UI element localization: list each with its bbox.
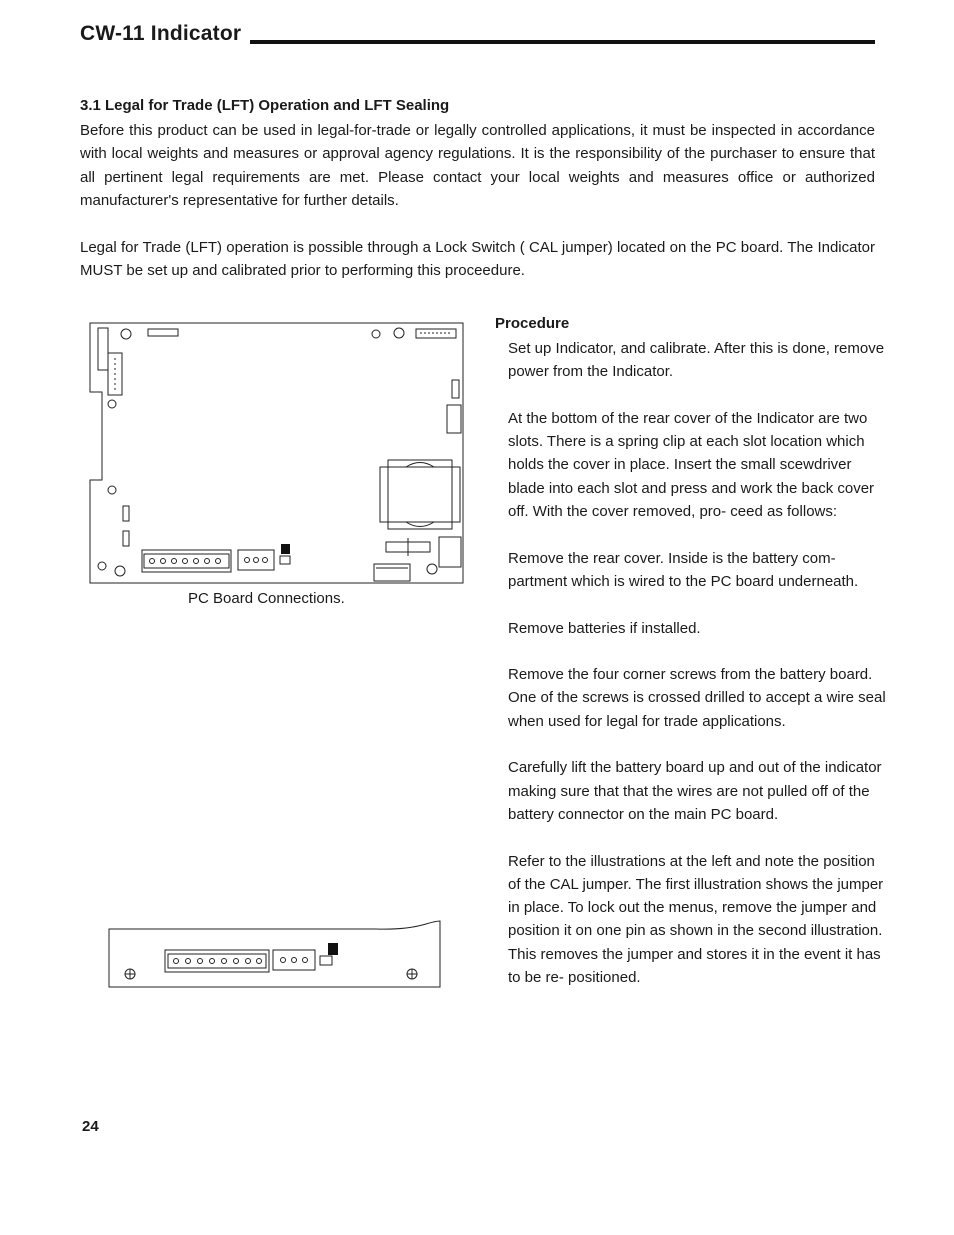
procedure-heading: Procedure [495, 315, 570, 332]
cal-jumper-stored [328, 943, 338, 955]
procedure-step: Set up Indicator, and calibrate. After this is done, remove power from the Indicator. [508, 340, 885, 381]
intro-paragraph-1: Before this product can be used in legal-for-trade or legally controlled applications, it must be inspected in accordance with local weights and measures or approval agency regulations. It is the responsibility of the purchaser to ensure that all pertinent legal requirements are met. Please contact your local weights and measures office or authorized manufacturer's representative for further details. [80, 122, 875, 209]
page-number: 24 [82, 1118, 99, 1135]
section-heading: 3.1 Legal for Trade (LFT) Operation and LFT Sealing [80, 97, 450, 114]
pc-board-detail-diagram [106, 918, 444, 990]
procedure-steps [508, 337, 888, 1013]
procedure-step: At the bottom of the rear cover of the Indicator are two slots. There is a spring clip at each slot location which holds the cover in place. Insert the small scewdriver blade into each slot and press and work the back cover off. With the cover removed, pro- ceed as follows: [508, 409, 875, 521]
procedure-step: Remove the four corner screws from the battery board. One of the screws is crossed drilled to accept a wire seal when used for legal for trade applications. [508, 666, 886, 730]
document-title: CW-11 Indicator [80, 22, 242, 45]
procedure-step: Remove batteries if installed. [508, 619, 701, 637]
procedure-step: Refer to the illustrations at the left and note the position of the CAL jumper. The first illustration shows the jumper in place. To lock out the menus, remove the jumper and position it on one pin as shown in the second illustration. This removes the jumper and stores it in the event it has to be re- positioned. [508, 852, 884, 987]
procedure-step: Carefully lift the battery board up and out of the indicator making sure that that the wires are not pulled off of the battery connector on the main PC board. [508, 759, 882, 823]
pc-board-diagram [86, 320, 468, 586]
intro-paragraph-2: Legal for Trade (LFT) operation is possible through a Lock Switch ( CAL jumper) located on the PC board. The Indicator MUST be set up and calibrated prior to performing this proceedure. [80, 239, 875, 280]
header-rule [250, 40, 875, 44]
figure-caption: PC Board Connections. [188, 590, 345, 607]
procedure-step: Remove the rear cover. Inside is the battery com- partment which is wired to the PC board underneath. [508, 549, 859, 590]
cal-jumper [281, 544, 290, 554]
